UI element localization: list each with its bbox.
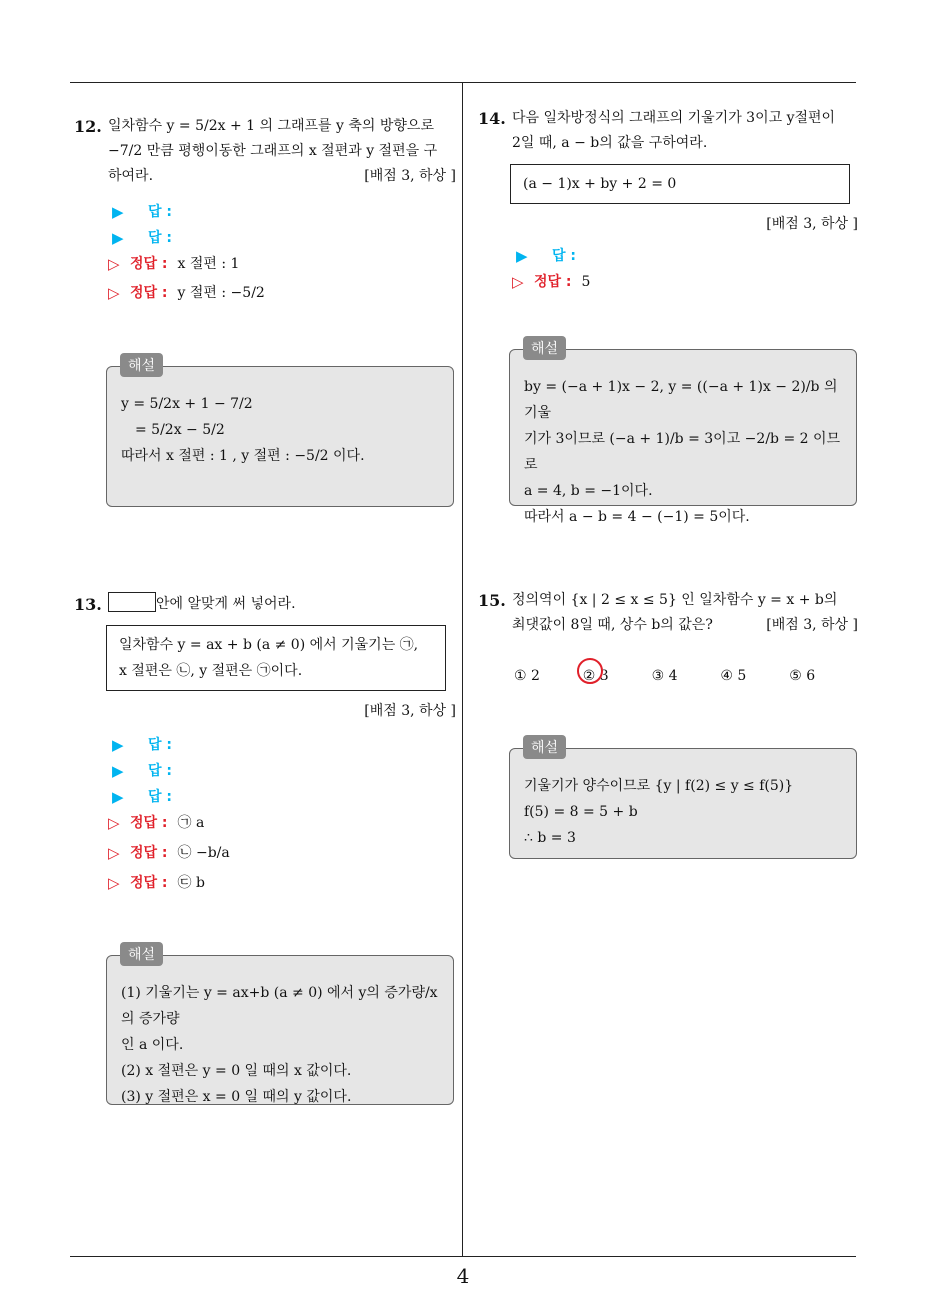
correct-answer-row (108, 836, 456, 870)
question-text-line: 2일 때, a − b의 값을 구하여라. (512, 135, 708, 151)
box-line: 일차함수 y = ax + b (a ≠ 0) 에서 기울기는 ㉠, (119, 637, 419, 653)
outline-triangle-icon: ▷ (108, 843, 120, 862)
outline-triangle-icon: ▷ (512, 272, 524, 291)
explanation-tab: 해설 (523, 336, 566, 360)
play-triangle-icon: ▶ (112, 735, 124, 754)
outline-triangle-icon: ▷ (108, 873, 120, 892)
question-text-line: 다음 일차방정식의 그래프의 기울기가 3이고 y절편이 (512, 110, 836, 126)
correct-label: 정답 : (130, 255, 168, 272)
answer-row[interactable] (108, 199, 456, 225)
answer-row[interactable] (108, 732, 456, 758)
correct-answer-row (108, 810, 456, 836)
question-text-line: 최댓값이 8일 때, 상수 b의 값은? (512, 617, 713, 633)
correct-answer-row (108, 277, 456, 309)
explanation-line: = 5/2x − 5/2 (135, 422, 225, 438)
explanation-tab: 해설 (120, 942, 163, 966)
question-number: 13. (74, 595, 102, 614)
correct-label: 정답 : (534, 273, 572, 290)
explanation-line: by = (−a + 1)x − 2, y = ((−a + 1)x − 2)/b 의 기울 (524, 379, 838, 421)
top-rule (70, 82, 856, 83)
column-divider (462, 83, 463, 1256)
choice-2[interactable]: ② 3 (583, 664, 652, 689)
selected-circle-mark (577, 658, 603, 684)
choice-list (514, 664, 858, 689)
question-13 (74, 592, 456, 896)
choice-4[interactable]: ④ 5 (720, 668, 747, 684)
correct-answer: x 절편 : 1 (177, 255, 240, 272)
explanation-line: 기가 3이므로 (−a + 1)/b = 3이고 −2/b = 2 이므로 (524, 431, 841, 473)
question-box (106, 625, 446, 691)
correct-answer: 5 (581, 273, 591, 290)
correct-answer-row (108, 870, 456, 896)
question-number: 14. (478, 109, 506, 128)
answer-label: 답 : (148, 229, 172, 246)
correct-answer: y 절편 : −5/2 (177, 284, 265, 301)
choice-3[interactable]: ③ 4 (651, 668, 678, 684)
question-text-line: −7/2 만큼 평행이동한 그래프의 x 절편과 y 절편을 구 (108, 143, 438, 159)
blank-box (108, 592, 156, 612)
question-number: 12. (74, 117, 102, 136)
answer-label: 답 : (552, 247, 576, 264)
correct-label: 정답 : (130, 814, 168, 831)
play-triangle-icon: ▶ (112, 202, 124, 221)
answer-row[interactable] (108, 758, 456, 784)
explanation-14 (509, 341, 857, 525)
correct-answer: ㉡ −b/a (177, 844, 230, 861)
score: [배점 3, 하상 ] (766, 216, 858, 232)
explanation-line: (1) 기울기는 y = ax+b (a ≠ 0) 에서 y의 증가량/x의 증가량 (121, 985, 438, 1027)
play-triangle-icon: ▶ (112, 787, 124, 806)
play-triangle-icon: ▶ (516, 246, 528, 265)
explanation-line: (3) y 절편은 x = 0 일 때의 y 값이다. (121, 1089, 352, 1105)
explanation-13 (106, 947, 454, 1105)
correct-answer-row (512, 269, 858, 295)
score: [배점 3, 하상 ] (364, 168, 456, 184)
explanation-line: y = 5/2x + 1 − 7/2 (121, 396, 253, 412)
outline-triangle-icon: ▷ (108, 283, 120, 302)
choice-5[interactable]: ⑤ 6 (789, 668, 816, 684)
equation-box: (a − 1)x + by + 2 = 0 (510, 164, 850, 204)
answer-row[interactable] (108, 225, 456, 251)
answer-label: 답 : (148, 762, 172, 779)
play-triangle-icon: ▶ (112, 228, 124, 247)
question-12 (74, 114, 456, 309)
question-text-line: 정의역이 {x | 2 ≤ x ≤ 5} 인 일차함수 y = x + b의 (512, 592, 838, 608)
explanation-line: 인 a 이다. (121, 1037, 184, 1053)
bottom-rule (70, 1256, 856, 1257)
correct-label: 정답 : (130, 844, 168, 861)
explanation-line: 따라서 x 절편 : 1 , y 절편 : −5/2 이다. (121, 448, 365, 464)
explanation-line: ∴ b = 3 (524, 830, 576, 846)
answer-row[interactable] (512, 243, 858, 269)
answer-row[interactable] (108, 784, 456, 810)
correct-answer-row (108, 251, 456, 277)
score: [배점 3, 하상 ] (364, 703, 456, 719)
explanation-15 (509, 740, 857, 859)
explanation-12 (106, 358, 454, 507)
page-number: 4 (456, 1264, 470, 1288)
explanation-tab: 해설 (120, 353, 163, 377)
explanation-line: (2) x 절편은 y = 0 일 때의 x 값이다. (121, 1063, 352, 1079)
correct-answer: ㉢ b (177, 874, 205, 891)
question-14 (478, 106, 858, 295)
explanation-line: a = 4, b = −1이다. (524, 483, 653, 499)
choice-1[interactable]: ① 2 (514, 668, 540, 684)
correct-answer: ㉠ a (177, 814, 205, 831)
question-15 (478, 588, 858, 689)
play-triangle-icon: ▶ (112, 761, 124, 780)
answer-label: 답 : (148, 203, 172, 220)
question-number: 15. (478, 591, 506, 610)
correct-label: 정답 : (130, 874, 168, 891)
explanation-tab: 해설 (523, 735, 566, 759)
score: [배점 3, 하상 ] (766, 617, 858, 633)
explanation-line: f(5) = 8 = 5 + b (524, 804, 638, 820)
correct-label: 정답 : (130, 284, 168, 301)
question-text: 안에 알맞게 써 넣어라. (156, 596, 296, 612)
box-line: x 절편은 ㉡, y 절편은 ㉠이다. (119, 663, 303, 679)
answer-label: 답 : (148, 788, 172, 805)
outline-triangle-icon: ▷ (108, 813, 120, 832)
question-text-line: 하여라. (108, 168, 154, 184)
outline-triangle-icon: ▷ (108, 254, 120, 273)
explanation-line: 기울기가 양수이므로 {y | f(2) ≤ y ≤ f(5)} (524, 778, 794, 794)
answer-label: 답 : (148, 736, 172, 753)
question-text-line: 일차함수 y = 5/2x + 1 의 그래프를 y 축의 방향으로 (108, 118, 434, 134)
explanation-line: 따라서 a − b = 4 − (−1) = 5이다. (524, 509, 750, 525)
